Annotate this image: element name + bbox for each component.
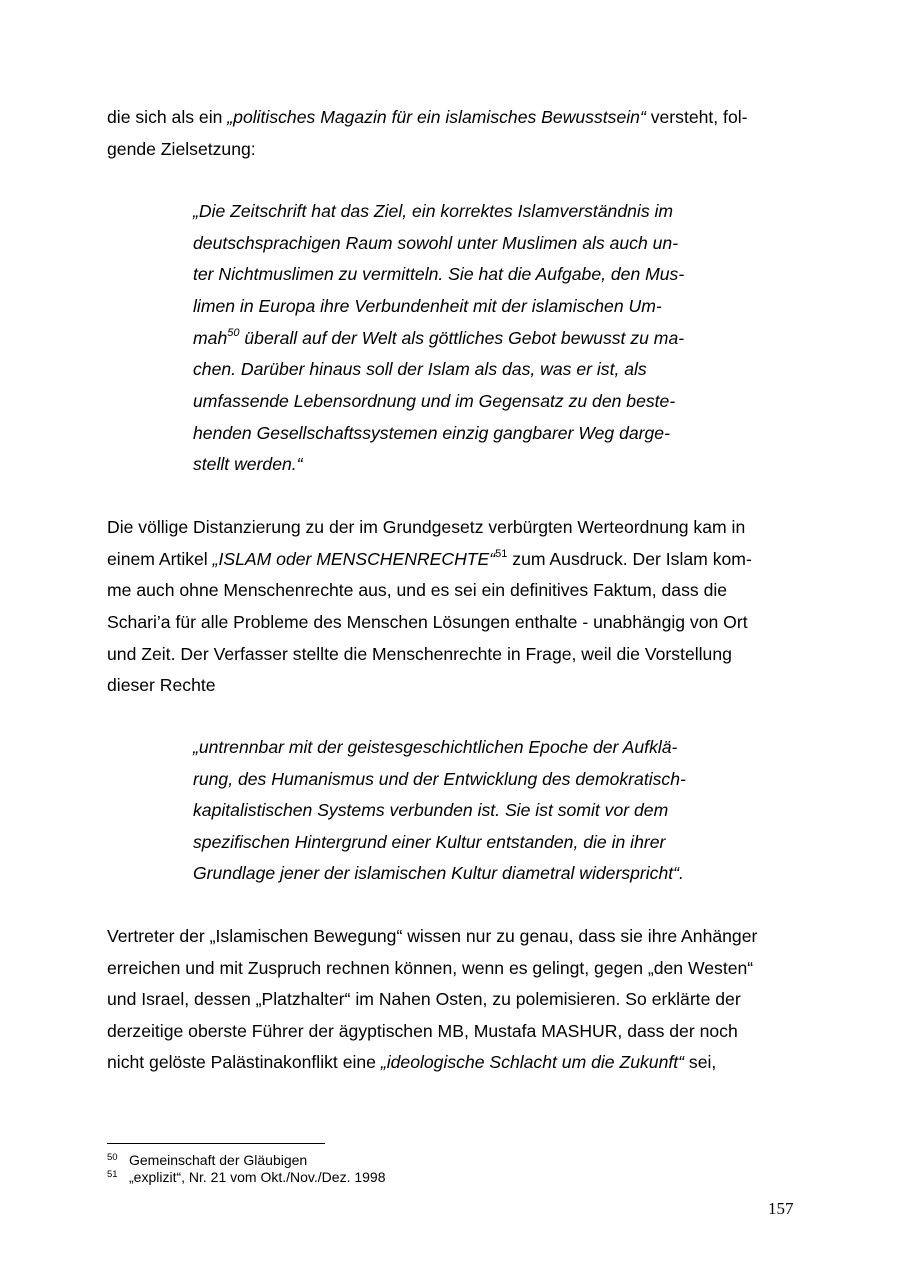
paragraph-2-line-4: Schari’a für alle Probleme des Menschen Lösungen enthalte - unabhängig von Ort — [107, 612, 748, 632]
footnote-50 — [107, 1152, 307, 1168]
footnote-ref-50[interactable]: 50 — [227, 327, 240, 340]
footnote-51 — [107, 1169, 386, 1185]
footnote-separator — [107, 1143, 325, 1144]
quote-1-line-6: chen. Darüber hinaus soll der Islam als das, was er ist, als — [193, 359, 647, 379]
text-run: die sich als ein — [107, 107, 228, 127]
paragraph-2-line-6: dieser Rechte — [107, 675, 216, 695]
footnote-text: „explizit“, Nr. 21 vom Okt./Nov./Dez. 1998 — [129, 1169, 386, 1185]
quote-1-line-9: stellt werden.“ — [193, 454, 303, 474]
paragraph-2-line-3: me auch ohne Menschenrechte aus, und es sei ein definitives Faktum, dass die — [107, 580, 728, 600]
quote-1-line-3: ter Nichtmuslimen zu vermitteln. Sie hat die Aufgabe, den Mus- — [193, 264, 685, 284]
quote-2-line-2: rung, des Humanismus und der Entwicklung des demokratisch- — [193, 769, 686, 789]
quote-2-line-4: spezifischen Hintergrund einer Kultur entstanden, die in ihrer — [193, 832, 666, 852]
footnote-text: Gemeinschaft der Gläubigen — [129, 1152, 308, 1168]
paragraph-1-line-1 — [107, 106, 748, 128]
footnote-number: 51 — [107, 1169, 118, 1180]
text-run: einem Artikel — [107, 549, 213, 569]
paragraph-3-line-2: erreichen und mit Zuspruch rechnen können, wenn es gelingt, gegen „den Westen“ — [107, 958, 754, 978]
quote-1-line-7: umfassende Lebensordnung und im Gegensatz zu den beste- — [193, 391, 676, 411]
quote-1-line-1: „Die Zeitschrift hat das Ziel, ein korrektes Islamverständnis im — [193, 201, 674, 221]
text-run: zum Ausdruck. Der Islam kom- — [507, 549, 752, 569]
quote-1-line-8: henden Gesellschaftssystemen einzig gangbarer Weg darge- — [193, 423, 670, 443]
footnote-ref-51[interactable]: 51 — [495, 548, 508, 561]
text-run: sei, — [684, 1052, 717, 1072]
text-run: überall auf der Welt als göttliches Gebot bewusst zu ma- — [239, 328, 685, 348]
footnote-number: 50 — [107, 1152, 118, 1163]
paragraph-3-line-4: derzeitige oberste Führer der ägyptischen MB, Mustafa MASHUR, dass der noch — [107, 1021, 738, 1041]
italic-title-run: „politisches Magazin für ein islamisches Bewusstsein“ — [227, 107, 646, 127]
paragraph-3-line-5 — [107, 1051, 716, 1073]
quote-2-line-1: „untrennbar mit der geistesgeschichtlichen Epoche der Aufklä- — [193, 737, 678, 757]
italic-title-run: „ISLAM oder MENSCHENRECHTE“ — [212, 549, 496, 569]
quote-2-line-5: Grundlage jener der islamischen Kultur diametral widerspricht“. — [193, 863, 684, 883]
italic-quote-run: „ideologische Schlacht um die Zukunft“ — [380, 1052, 685, 1072]
quote-1-line-4: limen in Europa ihre Verbundenheit mit der islamischen Um- — [193, 296, 662, 316]
quote-1-line-5 — [193, 327, 684, 349]
text-run: nicht gelöste Palästinakonflikt eine — [107, 1052, 381, 1072]
page-number: 157 — [768, 1199, 794, 1218]
paragraph-2-line-5: und Zeit. Der Verfasser stellte die Menschenrechte in Frage, weil die Vorstellung — [107, 644, 732, 664]
text-run: versteht, fol- — [645, 107, 748, 127]
paragraph-3-line-3: und Israel, dessen „Platzhalter“ im Nahen Osten, zu polemisieren. So erklärte der — [107, 989, 741, 1009]
paragraph-3-line-1: Vertreter der „Islamischen Bewegung“ wissen nur zu genau, dass sie ihre Anhänger — [107, 926, 758, 946]
paragraph-2-line-2 — [107, 548, 752, 570]
paragraph-1-line-2: gende Zielsetzung: — [107, 139, 256, 159]
text-run: mah — [193, 328, 228, 348]
paragraph-2-line-1: Die völlige Distanzierung zu der im Grundgesetz verbürgten Werteordnung kam in — [107, 517, 746, 537]
quote-2-line-3: kapitalistischen Systems verbunden ist. Sie ist somit vor dem — [193, 800, 669, 820]
quote-1-line-2: deutschsprachigen Raum sowohl unter Muslimen als auch un- — [193, 233, 679, 253]
